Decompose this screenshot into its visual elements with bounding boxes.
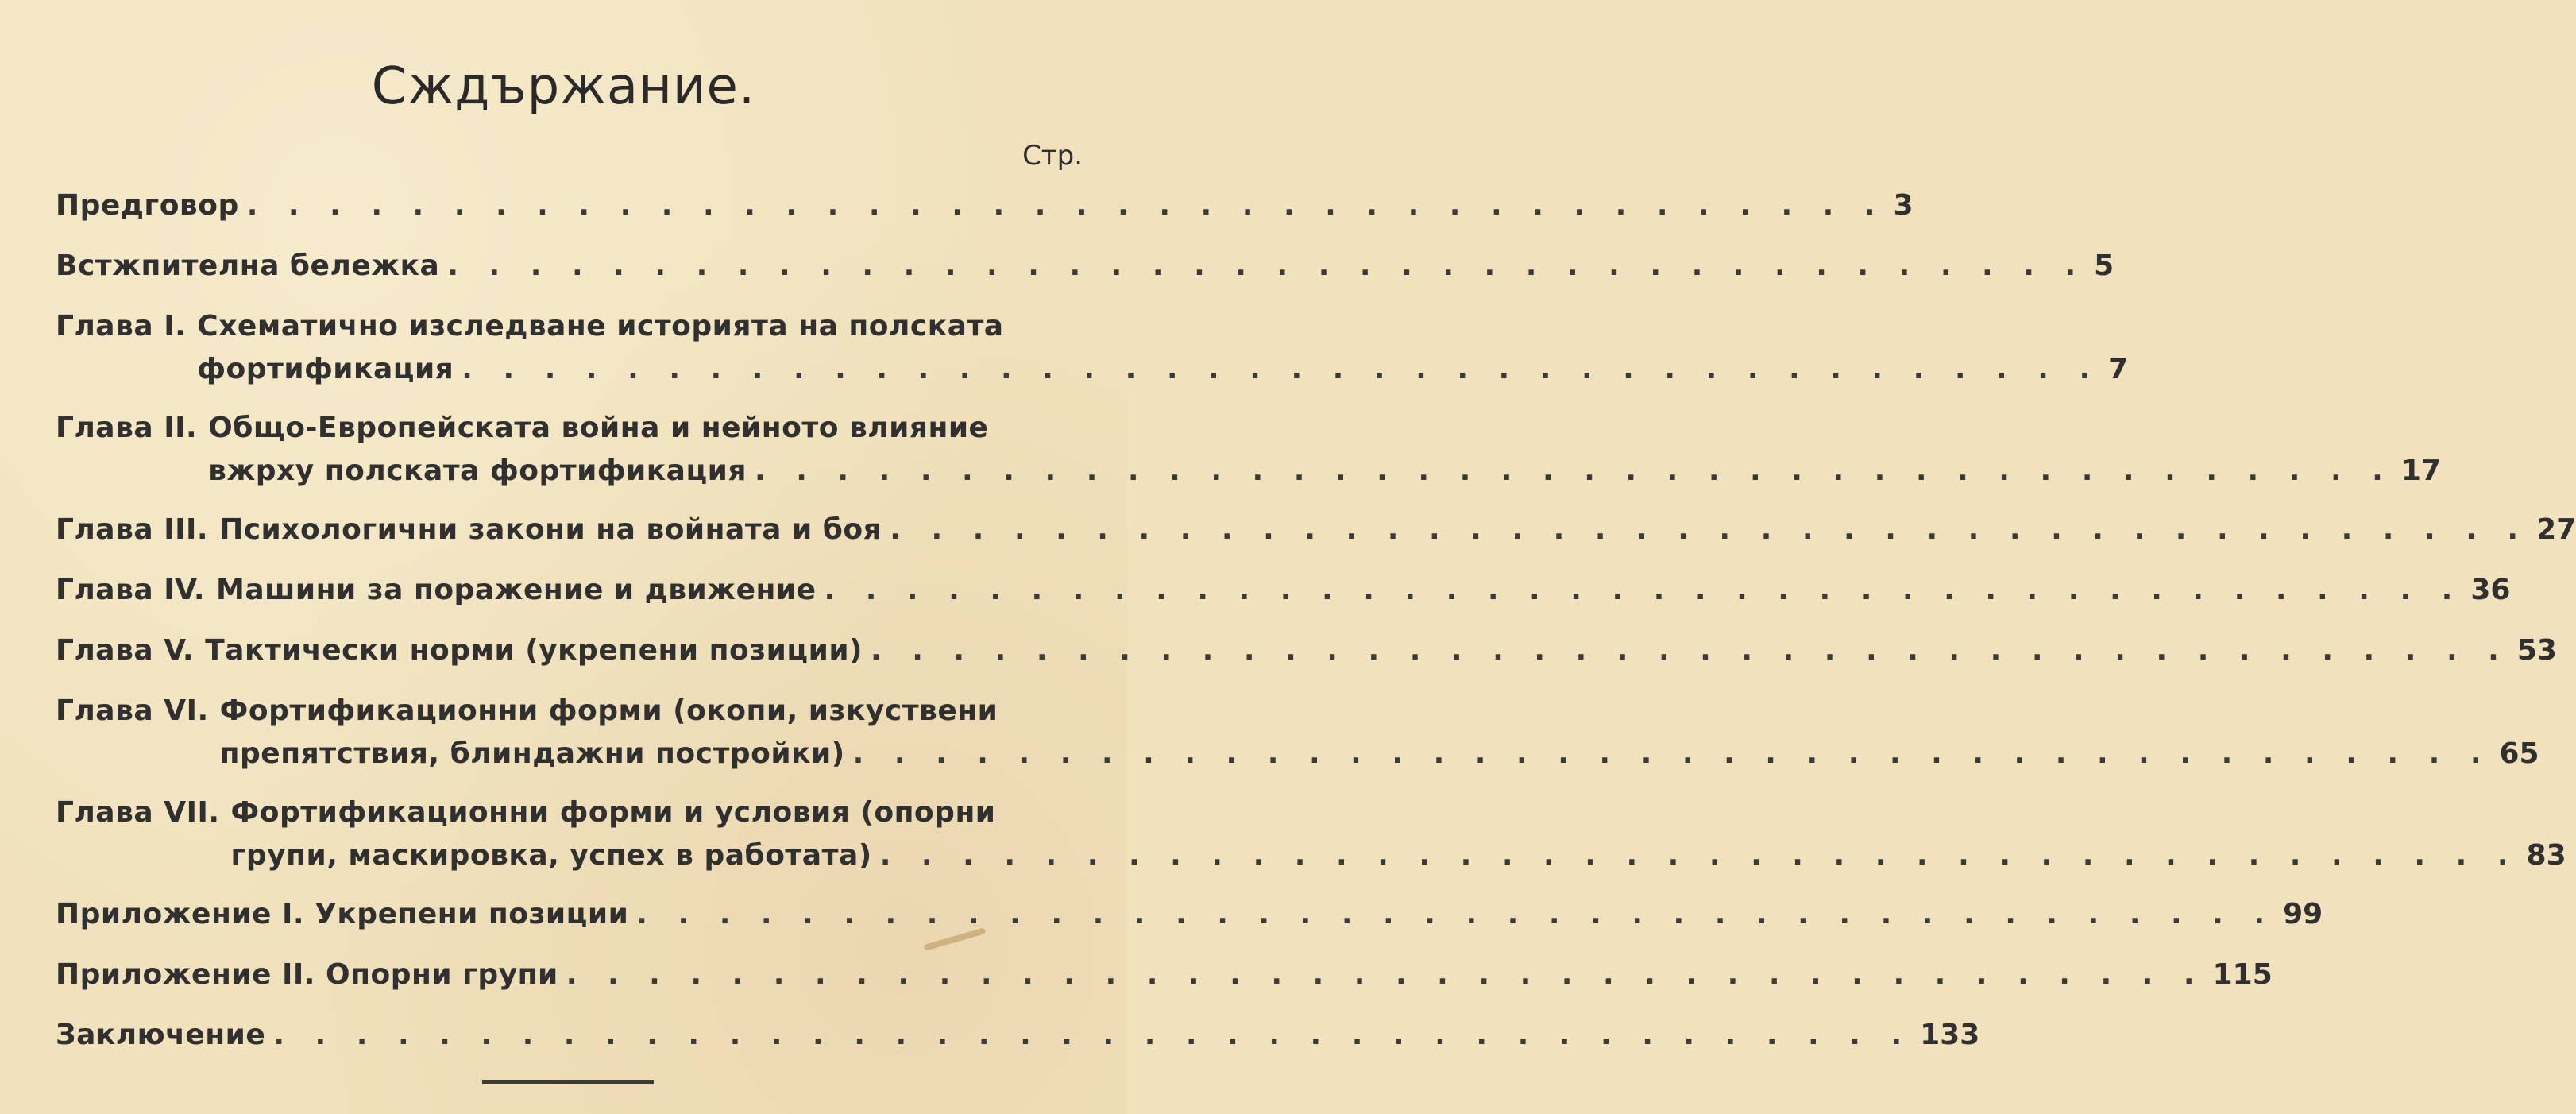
- dot-leader: . . . . . . . . . . . . . . . . . . . . . . . . . . . . . . . . . . . . . . . .: [447, 249, 2087, 282]
- page-number: 3: [1893, 189, 1914, 222]
- dot-leader: . . . . . . . . . . . . . . . . . . . . . . . . . . . . . . . . . . . . . . . .: [566, 958, 2205, 991]
- entry-title-line-1: Общо-Европейската война и нейното влияние: [208, 412, 989, 444]
- toc-entry-chapter-6: [56, 690, 2539, 776]
- toc-entry-conclusion: [56, 1014, 1980, 1057]
- toc-entry-appendix-1: [56, 893, 2323, 936]
- entry-title: Тактически норми (укрепени позиции): [205, 634, 863, 667]
- chapter-label: Глава II.: [56, 412, 198, 444]
- toc-entry-chapter-4: [56, 569, 2511, 612]
- entry-title: Приложение I. Укрепени позиции: [56, 898, 629, 930]
- entry-title-line-1: Фортификационни форми и условия (опорни: [230, 796, 996, 829]
- entry-title: Встжпителна бележка: [56, 249, 440, 282]
- page-column-label: Стр.: [1022, 140, 1083, 172]
- chapter-label: Глава VII.: [56, 796, 220, 829]
- page-number: 17: [2400, 454, 2441, 487]
- entry-title-line-2: вжрху полската фортификация: [208, 454, 747, 487]
- page-number: 65: [2499, 737, 2539, 770]
- dot-leader: . . . . . . . . . . . . . . . . . . . . . . . . . . . . . . . . . . . . . . . .: [871, 634, 2509, 667]
- page-number: 36: [2470, 574, 2511, 606]
- dot-leader: . . . . . . . . . . . . . . . . . . . . . . . . . . . . . . . . . . . . . . . .: [273, 1019, 1913, 1051]
- toc-entry-chapter-3: [56, 509, 2576, 551]
- chapter-label: Глава III.: [56, 513, 209, 546]
- page-number: 99: [2283, 898, 2323, 930]
- page-number: 133: [1920, 1019, 1980, 1051]
- page-number: 7: [2108, 353, 2129, 385]
- entry-title: Заключение: [56, 1019, 266, 1051]
- toc-entry-chapter-5: [56, 629, 2557, 672]
- dot-leader: . . . . . . . . . . . . . . . . . . . . . . . . . . . . . . . . . . . . . . . .: [890, 513, 2529, 546]
- table-of-contents: [56, 184, 2576, 1074]
- dot-leader: . . . . . . . . . . . . . . . . . . . . . . . . . . . . . . . . . . . . . . . .: [755, 454, 2393, 487]
- closing-rule: [482, 1080, 654, 1084]
- dot-leader: . . . . . . . . . . . . . . . . . . . . . . . . . . . . . . . . . . . . . . . .: [462, 353, 2101, 385]
- entry-title-line-2: фортификация: [197, 353, 454, 385]
- page-number: 115: [2212, 958, 2273, 991]
- entry-title-line-2: групи, маскировка, успех в работата): [230, 839, 872, 872]
- dot-leader: . . . . . . . . . . . . . . . . . . . . . . . . . . . . . . . . . . . . . . . .: [636, 898, 2276, 930]
- entry-title-line-1: Схематично изследване историята на полската: [197, 310, 1004, 342]
- entry-title-line-1: Фортификационни форми (окопи, изкуствени: [219, 694, 998, 727]
- chapter-label: Глава IV.: [56, 574, 205, 606]
- toc-entry-preface: [56, 184, 1914, 227]
- dot-leader: . . . . . . . . . . . . . . . . . . . . . . . . . . . . . . . . . . . . . . . .: [246, 189, 1886, 222]
- toc-entry-chapter-7: [56, 791, 2566, 877]
- chapter-label: Глава V.: [56, 634, 195, 667]
- dot-leader: . . . . . . . . . . . . . . . . . . . . . . . . . . . . . . . . . . . . . . . .: [824, 574, 2463, 606]
- chapter-label: Глава I.: [56, 310, 187, 342]
- dot-leader: . . . . . . . . . . . . . . . . . . . . . . . . . . . . . . . . . . . . . . . .: [879, 839, 2519, 872]
- entry-title-line-2: препятствия, блиндажни постройки): [219, 737, 845, 770]
- entry-title: Предговор: [56, 189, 239, 222]
- page-number: 53: [2516, 634, 2557, 667]
- chapter-label: Глава VI.: [56, 694, 209, 727]
- toc-entry-chapter-1: [56, 305, 2129, 391]
- toc-entry-chapter-2: [56, 407, 2441, 493]
- entry-title: Машини за поражение и движение: [216, 574, 817, 606]
- dot-leader: . . . . . . . . . . . . . . . . . . . . . . . . . . . . . . . . . . . . . . . .: [852, 737, 2492, 770]
- page-number: 83: [2526, 839, 2566, 872]
- toc-entry-appendix-2: [56, 953, 2273, 996]
- page-number: 27: [2536, 513, 2576, 546]
- toc-entry-intro-note: [56, 245, 2114, 288]
- page-number: 5: [2094, 249, 2114, 282]
- entry-title: Психологични закони на войната и боя: [219, 513, 882, 546]
- entry-title: Приложение II. Опорни групи: [56, 958, 558, 991]
- page-title: Сждържание.: [371, 57, 756, 116]
